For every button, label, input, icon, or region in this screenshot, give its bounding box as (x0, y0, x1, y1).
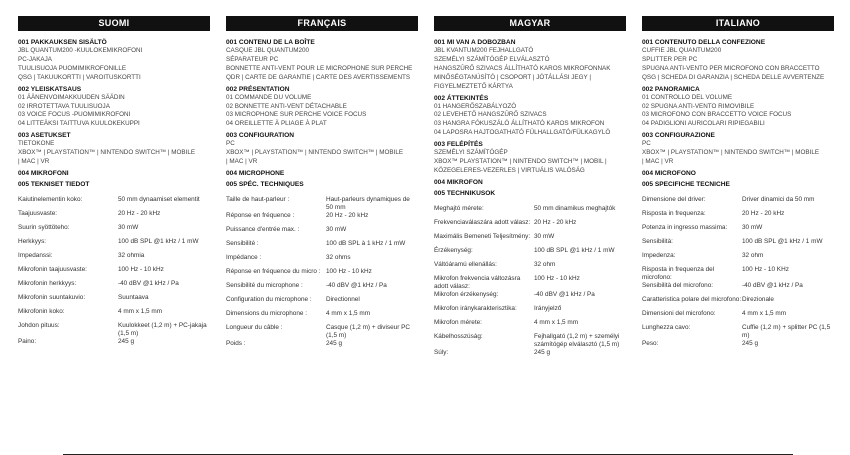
spec-value: 100 dB SPL à 1 kHz / 1 mW (326, 239, 406, 247)
spec-label: Impédance : (226, 253, 262, 261)
spec-row (434, 261, 626, 275)
spec-value: 100 Hz - 10 kHz (326, 267, 372, 275)
spec-value: 4 mm x 1,5 mm (326, 309, 371, 317)
spec-label: Érzékenység: (434, 246, 473, 254)
spec-row (226, 254, 418, 268)
section-line: FIGYELMEZTETŐ KÁRTYA (434, 82, 513, 90)
section-line: SZEMÉLYI SZÁMÍTÓGÉP ELVÁLASZTÓ (434, 55, 550, 63)
spec-value: 100 dB SPL @1 kHz / 1 mW (118, 237, 199, 245)
spec-row (434, 291, 626, 305)
spec-row (226, 324, 418, 340)
section-line: 03 MICROFONO CON BRACCETTO VOICE FOCUS (642, 111, 792, 119)
section-title: 001 PAKKAUKSEN SISÄLTÖ (18, 39, 107, 46)
spec-value: 30 mW (534, 232, 555, 240)
spec-label: Risposta in frequenza: (642, 209, 706, 217)
section-line: KÖZEGELERES-VEZERLES | VIRTUÁLIS VALÓSÁG (434, 166, 585, 174)
section-line: PC (226, 140, 235, 148)
spec-row (434, 305, 626, 319)
spec-value: 50 mm dinamikus meghajtók (534, 204, 616, 212)
section-title: 003 ASETUKSET (18, 132, 71, 140)
section-line: QSG | SCHEDA DI GARANZIA | SCHEDA DELLE AVVERTENZE (642, 73, 825, 81)
spec-value: 100 Hz - 10 KHz (742, 265, 789, 273)
spec-value: 30 mW (326, 225, 347, 233)
spec-row (434, 275, 626, 291)
spec-value: Kuulokkeet (1,2 m) + PC-jakaja (1,5 m) (118, 321, 207, 337)
section-line: 01 HANGERŐSZABÁLYOZÓ (434, 102, 517, 110)
spec-value: Suuntaava (118, 293, 149, 301)
spec-label: Poids : (226, 339, 246, 347)
spec-table (434, 205, 626, 363)
spec-value: -40 dBV @1 kHz / Pa (742, 281, 803, 289)
section-line: JBL KVANTUM200 FEJHALLGATÓ (434, 47, 534, 54)
spec-row (18, 322, 210, 338)
spec-value: 30 mW (118, 223, 139, 231)
section-title: 002 YLEISKATSAUS (18, 85, 82, 93)
spec-label: Mikrofon érzékenység: (434, 290, 499, 298)
spec-row (434, 319, 626, 333)
spec-row (18, 252, 210, 266)
spec-label: Herkkyys: (18, 237, 47, 245)
spec-row (642, 238, 834, 252)
spec-value: 100 Hz - 10 kHz (534, 274, 580, 282)
spec-value: 245 g (326, 339, 342, 347)
spec-value: Irányjelző (534, 304, 562, 312)
spec-label: Réponse en fréquence : (226, 211, 295, 219)
section-title: 002 ÁTTEKINTÉS (434, 94, 489, 102)
spec-label: Meghajtó mérete: (434, 204, 484, 212)
spec-label: Puissance d'entrée max. : (226, 225, 300, 233)
spec-row (642, 282, 834, 296)
section-title: 004 MIKROFON (434, 178, 483, 186)
spec-row (18, 196, 210, 210)
section-line: TIETOKONE (18, 140, 55, 148)
spec-value: 32 ohms (326, 253, 351, 261)
section-line: QSG | TAKUUKORTTI | VAROITUSKORTTI (18, 73, 141, 81)
spec-label: Impedenza: (642, 251, 676, 259)
spec-label: Configuration du microphone : (226, 295, 312, 303)
section-line: 03 MICROPHONE SUR PERCHE VOICE FOCUS (226, 111, 367, 119)
spec-row (226, 240, 418, 254)
spec-label: Taajuusvaste: (18, 209, 58, 217)
spec-label: Kaiutinelementin koko: (18, 195, 83, 203)
section-title: 004 MICROFONO (642, 169, 696, 177)
spec-value: Haut-parleurs dynamiques de 50 mm (326, 195, 410, 211)
spec-row (226, 296, 418, 310)
spec-value: 245 g (534, 348, 550, 356)
language-header: FRANÇAIS (226, 16, 418, 31)
spec-label: Maximális Bemeneti Teljesítmény: (434, 232, 531, 240)
spec-label: Frekvenciaválaszára adott válasz: (434, 218, 531, 226)
spec-row (226, 226, 418, 240)
spec-value: 100 dB SPL @1 kHz / 1 mW (742, 237, 823, 245)
section-title: 005 TECHNIKUSOK (434, 189, 496, 197)
spec-row (226, 310, 418, 324)
spec-row (18, 210, 210, 224)
spec-row (226, 196, 418, 212)
language-header: MAGYAR (434, 16, 626, 31)
spec-label: Taille de haut-parleur : (226, 195, 290, 203)
section-line: TUULISUOJA PUOMIMIKROFONILLE (18, 64, 127, 72)
section-line: SPUGNA ANTI-VENTO PER MICROFONO CON BRACCETTO (642, 64, 820, 72)
section-line: XBOX™ PLAYSTATION™ | NINTENDO SWITCH™ | MOBIL | (434, 158, 607, 166)
spec-row (434, 333, 626, 349)
spec-value: 20 Hz - 20 kHz (326, 211, 369, 219)
spec-value: 20 Hz - 20 kHz (742, 209, 785, 217)
spec-row (226, 212, 418, 226)
spec-label: Súly: (434, 348, 449, 356)
spec-row (642, 210, 834, 224)
spec-row (226, 282, 418, 296)
spec-label: Sensibilità del microfono: (642, 281, 714, 289)
language-header: SUOMI (18, 16, 210, 31)
spec-label: Mikrofonin koko: (18, 307, 65, 315)
spec-label: Dimensions du microphone : (226, 309, 307, 317)
spec-label: Mikrofon mérete: (434, 318, 482, 326)
section-title: 004 MICROPHONE (226, 169, 285, 177)
spec-label: Mikrofon frekvencia változásra adott válasz: (434, 274, 521, 290)
section-title: 005 SPECIFICHE TECNICHE (642, 180, 730, 188)
spec-label: Peso: (642, 339, 659, 347)
spec-label: Caratteristica polare del microfono: (642, 295, 742, 303)
spec-value: 4 mm x 1,5 mm (534, 318, 579, 326)
spec-row (18, 308, 210, 322)
section-line: 04 LAPOSRA HAJTOGATHATÓ FÜLHALLGATÓ/FÜLKAGYLÓ (434, 129, 611, 137)
section-title: 003 CONFIGURAZIONE (642, 132, 715, 140)
section-title: 002 PANORAMICA (642, 85, 700, 93)
spec-label: Potenza in ingresso massima: (642, 223, 728, 231)
spec-value: 245 g (118, 337, 134, 345)
spec-row (226, 340, 418, 354)
spec-row (642, 252, 834, 266)
spec-label: Dimensioni del microfono: (642, 309, 716, 317)
spec-row (642, 324, 834, 340)
spec-value: -40 dBV @1 kHz / Pa (534, 290, 595, 298)
spec-value: Driver dinamici da 50 mm (742, 195, 815, 203)
spec-label: Mikrofonin herkkyys: (18, 279, 77, 287)
section-line: 02 SPUGNA ANTI-VENTO RIMOVIBILE (642, 102, 755, 110)
spec-row (642, 296, 834, 310)
spec-row (18, 266, 210, 280)
spec-value: 32 ohm (534, 260, 556, 268)
spec-row (642, 266, 834, 282)
spec-value: -40 dBV @1 kHz / Pa (118, 279, 179, 287)
spec-value: Casque (1,2 m) + diviseur PC (1,5 m) (326, 323, 410, 339)
spec-value: 100 Hz - 10 kHz (118, 265, 164, 273)
spec-row (434, 247, 626, 261)
spec-label: Kábelhosszúság: (434, 332, 483, 340)
spec-value: -40 dBV @1 kHz / Pa (326, 281, 387, 289)
spec-value: 20 Hz - 20 kHz (534, 218, 577, 226)
section-line: XBOX™ | PLAYSTATION™ | NINTENDO SWITCH™ | MOBILE (642, 149, 820, 157)
spec-row (434, 219, 626, 233)
spec-row (642, 224, 834, 238)
spec-value: 4 mm x 1,5 mm (742, 309, 787, 317)
section-line: 04 LITTEÄKSI TAITTUVA KUULOKEKUPPI (18, 120, 140, 128)
spec-row (18, 294, 210, 308)
section-title: 003 CONFIGURATION (226, 132, 295, 140)
spec-value: 245 g (742, 339, 758, 347)
section-line: MINŐSÉGTANÚSÍTÓ | CSOPORT | JÓTÁLLÁSI JEGY | (434, 73, 591, 81)
spec-row (226, 268, 418, 282)
section-title: 005 SPÉC. TECHNIQUES (226, 180, 304, 188)
spec-value: 100 dB SPL @1 kHz / 1 mW (534, 246, 615, 254)
section-line: BONNETTE ANTI-VENT POUR LE MICROPHONE SUR PERCHE (226, 64, 413, 72)
section-line: SZEMÉLYI SZÁMÍTÓGÉP (434, 149, 508, 157)
spec-value: 30 mW (742, 223, 763, 231)
section-title: 001 CONTENUTO DELLA CONFEZIONE (642, 39, 766, 46)
section-line: HANGSZÛRŐ SZIVACS ÁLLÍTHATÓ KAROS MIKROFONNAK (434, 64, 611, 72)
spec-value: Directionnel (326, 295, 360, 303)
spec-row (18, 238, 210, 252)
spec-row (434, 205, 626, 219)
section-title: 005 TEKNISET TIEDOT (18, 180, 90, 188)
section-line: 01 ÄÄNENVOIMAKKUUDEN SÄÄDIN (18, 93, 125, 101)
spec-value: 50 mm dynaamiset elementit (118, 195, 200, 203)
spec-label: Mikrofonin suuntakuvio: (18, 293, 86, 301)
spec-label: Suurin syöttöteho: (18, 223, 70, 231)
section-line: 03 VOICE FOCUS -PUOMIMIKROFONI (18, 111, 131, 119)
spec-label: Váltóáramú ellenállás: (434, 260, 497, 268)
section-title: 001 CONTENU DE LA BOÎTE (226, 39, 315, 46)
column-francais (226, 16, 418, 354)
spec-row (642, 310, 834, 324)
section-title: 002 PRÉSENTATION (226, 85, 290, 93)
section-line: SÉPARATEUR PC (226, 55, 279, 63)
language-header: ITALIANO (642, 16, 834, 31)
spec-value: Cuffie (1,2 m) + splitter PC (1,5 m) (742, 323, 831, 339)
spec-table (642, 196, 834, 354)
section-line: JBL QUANTUM200 -KUULOKEMIKROFONI (18, 47, 143, 54)
spec-row (18, 280, 210, 294)
section-line: 02 LEVEHETŐ HANGSZÛRŐ SZIVACS (434, 111, 547, 119)
section-line: 02 IRROTETTAVA TUULISUOJA (18, 102, 110, 110)
spec-value: 20 Hz - 20 kHz (118, 209, 161, 217)
spec-value: Fejhallgató (1,2 m) + személyi számítógép elválasztó (1,5 m) (534, 332, 620, 348)
spec-row (434, 349, 626, 363)
spec-label: Sensibilité du microphone : (226, 281, 303, 289)
spec-label: Paino: (18, 337, 37, 345)
spec-label: Réponse en fréquence du micro : (226, 267, 321, 275)
section-title: 001 MI VAN A DOBOZBAN (434, 39, 516, 46)
spec-row (18, 338, 210, 352)
section-line: | MAC | VR (226, 158, 258, 166)
section-line: CUFFIE JBL QUANTUM200 (642, 47, 722, 54)
spec-row (642, 340, 834, 354)
spec-table (18, 196, 210, 352)
spec-label: Johdon pituus: (18, 321, 60, 329)
section-line: CASQUE JBL QUANTUM200 (226, 47, 310, 54)
spec-value: 32 ohm (742, 251, 764, 259)
spec-label: Mikrofon iránykarakterisztika: (434, 304, 517, 312)
spec-label: Lunghezza cavo: (642, 323, 691, 331)
spec-label: Sensibilité : (226, 239, 259, 247)
section-title: 003 FELÉPÍTÉS (434, 141, 483, 149)
section-title: 004 MIKROFONI (18, 169, 69, 177)
section-line: PC (642, 140, 651, 148)
section-line: 02 BONNETTE ANTI-VENT DÉTACHABLE (226, 102, 347, 110)
section-line: QDR | CARTE DE GARANTIE | CARTE DES AVERTISSEMENTS (226, 73, 411, 81)
spec-row (642, 196, 834, 210)
section-line: 03 HANGRA FÓKUSZÁLÓ ÁLLÍTHATÓ KAROS MIKROFON (434, 120, 605, 128)
section-line: 01 CONTROLLO DEL VOLUME (642, 93, 733, 101)
section-line: 04 PADIGLIONI AURICOLARI RIPIEGABILI (642, 120, 765, 128)
section-line: | MAC | VR (642, 158, 674, 166)
spec-label: Sensibilità: (642, 237, 673, 245)
column-italiano (642, 16, 834, 354)
spec-label: Impedanssi: (18, 251, 53, 259)
section-line: XBOX™ | PLAYSTATION™ | NINTENDO SWITCH™ | MOBILE (18, 149, 196, 157)
section-line: SPLITTER PER PC (642, 55, 698, 63)
spec-row (18, 224, 210, 238)
spec-row (434, 233, 626, 247)
spec-label: Mikrofonin taajuusvaste: (18, 265, 87, 273)
spec-value: 32 ohmia (118, 251, 145, 259)
section-line: PC-JAKAJA (18, 55, 52, 63)
section-line: 04 OREILLETTE À PLIAGE À PLAT (226, 120, 327, 128)
spec-label: Longueur du câble : (226, 323, 283, 331)
section-line: | MAC | VR (18, 158, 50, 166)
section-line: 01 COMMANDE DU VOLUME (226, 93, 312, 101)
column-magyar (434, 16, 626, 363)
spec-value: 4 mm x 1,5 mm (118, 307, 163, 315)
spec-table (226, 196, 418, 354)
spec-label: Risposta in frequenza del microfono: (642, 265, 715, 281)
spec-value: Direzionale (742, 295, 774, 303)
section-line: XBOX™ | PLAYSTATION™ | NINTENDO SWITCH™ | MOBILE (226, 149, 404, 157)
column-suomi (18, 16, 210, 352)
spec-label: Dimensione del driver: (642, 195, 706, 203)
